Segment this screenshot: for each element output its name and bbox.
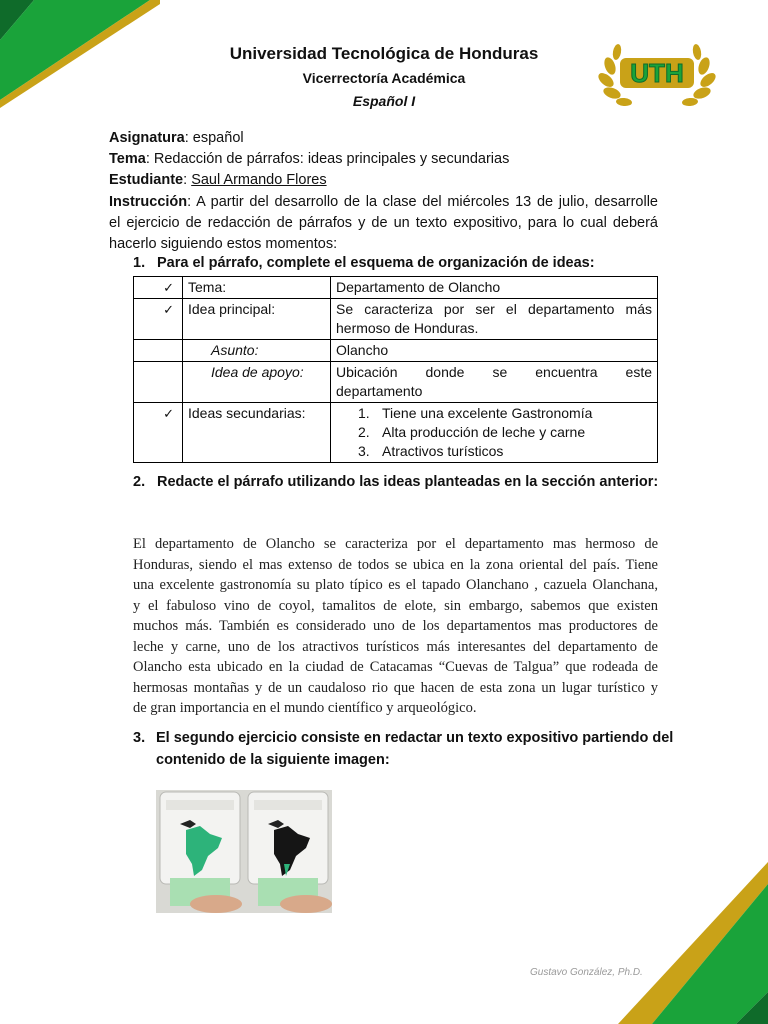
list-item: 2. Alta producción de leche y carne — [358, 424, 586, 440]
instruccion-line: Instrucción: A partir del desarrollo de la clase del miércoles 13 de julio, desarrolle — [109, 194, 658, 210]
tema-field — [109, 151, 509, 167]
checkmark-icon: ✓ — [134, 403, 183, 463]
instruccion-line: hacerlo siguiendo estos momentos: — [109, 236, 338, 252]
asunto-cell-value: Olancho — [331, 340, 658, 362]
asunto-cell-label: Asunto: — [183, 340, 331, 362]
vicerrectoria-title: Vicerrectoría Académica — [302, 70, 466, 86]
section-1-heading: 1. Para el párrafo, complete el esquema de organización de ideas: — [133, 255, 595, 271]
secundarias-cell-value — [331, 403, 658, 463]
estudiante-label: Estudiante — [109, 172, 184, 188]
table-row — [134, 277, 658, 299]
uth-logo-text: UTH — [630, 58, 684, 88]
estudiante-value: Saul Armando Flores — [191, 172, 327, 188]
university-title: Universidad Tecnológica de Honduras — [229, 44, 539, 63]
checkmark-icon: ✓ — [134, 299, 183, 340]
list-item: 1. Tiene una excelente Gastronomía — [358, 405, 593, 421]
olancho-paragraph: El departamento de Olancho se caracteriza por el departamento mas hermoso de Honduras, siendo el mas extenso de todos se ubica en la zona oriental del país. Tiene una excelente gastronomía su plato típico es el tapado Olanchano , cazuela Olanchana, y el fabuloso vino de coyol, tamalitos de elote, sin embargo, sabemos que existen muchos más. También es considerado uno de los departamentos mas productores de leche y carne, uno de los atractivos turísticos más interesantes del departamento de Olancho esta ubicado en la ciudad de Catacamas “Cuevas de Talgua” que rodeada de hermosas montañas y de un caudaloso rio que hacen de esta zona un lugar turístico y de gran importancia en el mundo científico y arqueológico. — [133, 536, 658, 716]
principal-cell-value: Se caracteriza por ser el departamento más hermoso de Honduras. — [331, 299, 658, 340]
asignatura-value: : español — [184, 130, 244, 146]
table-row — [134, 362, 658, 403]
list-item: 3. Atractivos turísticos — [358, 443, 504, 459]
asignatura-label: Asignatura — [109, 130, 185, 146]
bottom-right-corner-decoration — [608, 862, 768, 1024]
section-3-heading: 3. El segundo ejercicio consiste en redactar un texto expositivo partiendo del contenido de la siguiente imagen: — [133, 730, 674, 768]
section-2-heading: 2. Redacte el párrafo utilizando las ideas planteadas en la sección anterior: — [133, 474, 659, 490]
asignatura-field — [109, 130, 244, 146]
ideas-table — [133, 276, 658, 463]
course-title: Español I — [352, 93, 416, 109]
table-row — [134, 340, 658, 362]
footer-signature: Gustavo González, Ph.D. — [530, 967, 643, 978]
instruccion-line: el ejercicio de redacción de párrafos y de un texto expositivo, para lo cual deberá — [109, 215, 658, 231]
apoyo-cell-label: Idea de apoyo: — [183, 362, 331, 403]
table-row — [134, 403, 658, 463]
instruccion-block — [109, 192, 658, 255]
principal-cell-label: Idea principal: — [183, 299, 331, 340]
towel-dispenser-image — [156, 790, 332, 913]
checkmark-icon: ✓ — [134, 277, 183, 299]
instruccion-label: Instrucción — [109, 194, 188, 210]
apoyo-cell-value: Ubicación donde se encuentra este departamento — [331, 362, 658, 403]
table-row — [134, 299, 658, 340]
secundarias-cell-label: Ideas secundarias: — [183, 403, 331, 463]
estudiante-field: Estudiante: Saul Armando Flores — [109, 172, 327, 188]
tema-value: : Redacción de párrafos: ideas principales y secundarias — [145, 151, 510, 167]
tema-label: Tema — [109, 151, 146, 167]
tema-cell-label: Tema: — [183, 277, 331, 299]
tema-cell-value: Departamento de Olancho — [331, 277, 658, 299]
